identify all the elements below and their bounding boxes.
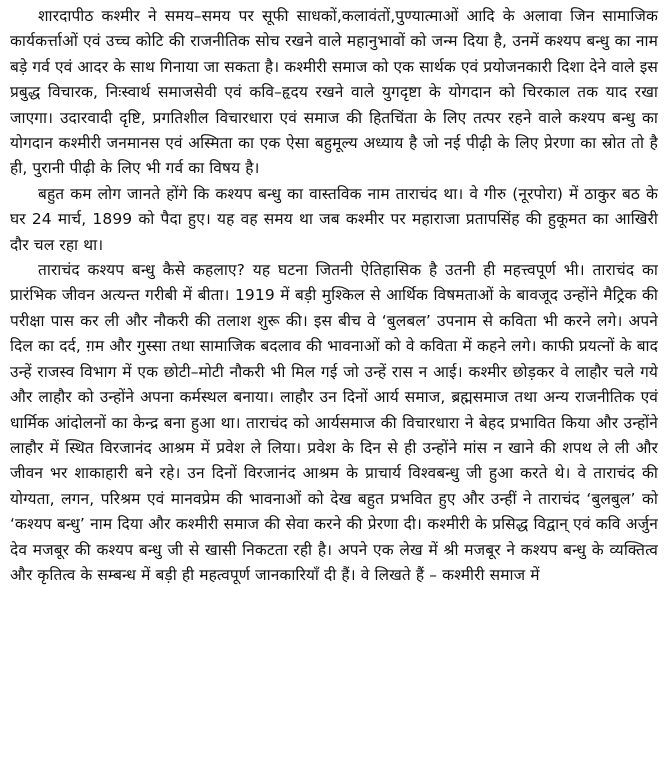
paragraph-intro: शारदापीठ कश्मीर ने समय–समय पर सूफी साधकों,कलावंतों,पुण्यात्माओं आदि के अलावा जिन सामाजिक कार्यकर्त्ताओं एवं उच्च कोटि की राजनीतिक सोच रखने वाले महानुभावों को जन्म दिया है, उनमें कश्यप बन्धु का नाम बड़े गर्व एवं आदर के साथ गिनाया जा सकता है। कश्मीरी समाज को एक सार्थक एवं प्रयोजनकारी दिशा देने वाले इस प्रबुद्ध विचारक, निःस्वार्थ समाजसेवी एवं कवि–हृदय रखने वाले युगदृष्टा के योगदान को चिरकाल तक याद रखा जाएगा। उदारवादी दृष्टि, प्रगतिशील विचारधारा एवं समाज की हितचिंता के लिए तत्पर रहने वाले कश्यप बन्धु का योगदान कश्मीरी जनमानस एवं अस्मिता का एक ऐसा बहुमूल्य अध्याय है जो नई पीढ़ी के लिए प्रेरणा का स्रोत तो है ही, पुरानी पीढ़ी के लिए भी गर्व का विषय है। [10, 7, 658, 178]
paragraph-name-origin: ताराचंद कश्यप बन्धु कैसे कहलाए? यह घटना जितनी ऐतिहासिक है उतनी ही महत्त्वपूर्ण भी। ताराचंद का प्रारंभिक जीवन अत्यन्त गरीबी में बीता। 1919 में बड़ी मुश्किल से आर्थिक विषमताओं के बावजूद उन्होंने मैट्रिक की परीक्षा पास कर ली और नौकरी की तलाश शुरू की। इस बीच वे ‘बुलबल’ उपनाम से कविता भी करने लगे। अपने दिल का दर्द, ग़म और गुस्सा तथा सामाजिक बदलाव की भावनाओं को वे कविता में कहने लगे। काफी प्रयत्नों के बाद उन्हें राजस्व विभाग में एक छोटी–मोटी नौकरी भी मिल गई जो उन्हें रास न आई। कश्मीर छोड़कर वे लाहौर चले गये और लाहौर को उन्होंने अपना कर्मस्थल बनाया। लाहौर उन दिनों आर्य समाज, ब्रह्मसमाज तथा अन्य राजनीतिक एवं धार्मिक आंदोलनों का केन्द्र बना हुआ था। ताराचंद को आर्यसमाज की विचारधारा ने बेहद प्रभावित किया और उन्होंने लाहौर में स्थित विरजानंद आश्रम में प्रवेश ले लिया। प्रवेश के दिन से ही उन्होंने मांस न खाने की शपथ ले ली और जीवन भर शाकाहारी बने रहे। उन दिनों विरजानंद आश्रम के प्राचार्य विश्वबन्धु जी हुआ करते थे। वे ताराचंद की योग्यता, लगन, परिश्रम एवं मानवप्रेम की भावनाओं को देख बहुत प्रभवित हुए और उन्हीं ने ताराचंद ‘बुलबुल’ को ‘कश्यप बन्धु’ नाम दिया और कश्मीरी समाज की सेवा करने की प्रेरणा दी। कश्मीरी के प्रसिद्ध विद्वान् एवं कवि अर्जुन देव मजबूर की कश्यप बन्धु जी से खासी निकटता रही है। अपने एक लेख में श्री मजबूर ने कश्यप बन्धु के व्यक्तित्व और कृतित्व के सम्बन्ध में बड़ी ही महत्वपूर्ण जानकारियाँ दी हैं। वे लिखते हैं – कश्मीरी समाज में [10, 261, 658, 584]
paragraph-birth: बहुत कम लोग जानते होंगे कि कश्यप बन्धु का वास्तविक नाम ताराचंद था। वे गीरु (नूरपोरा) में ठाकुर बठ के घर 24 मार्च, 1899 को पैदा हुए। यह वह समय था जब कश्मीर पर महाराजा प्रतापसिंह की हुकूमत का आखिरी दौर चल रहा था। [10, 184, 658, 254]
